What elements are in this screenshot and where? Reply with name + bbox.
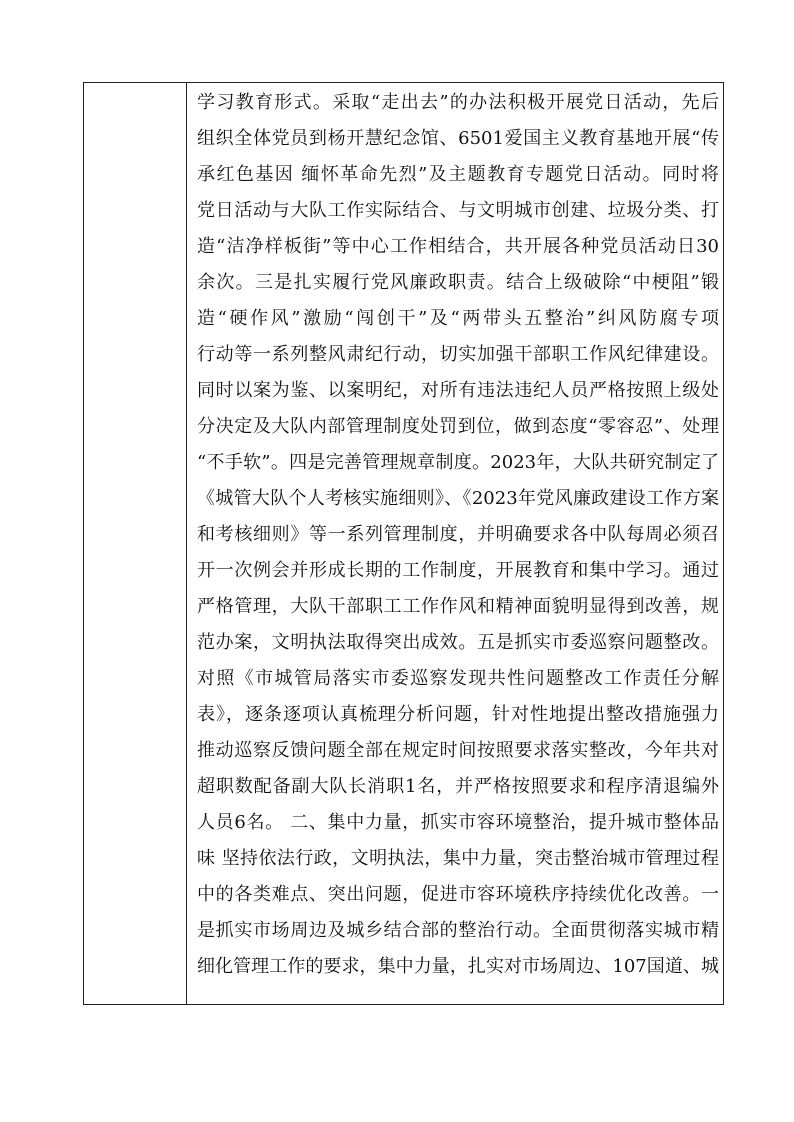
body-text-line: 味 坚持依法行政，文明执法，集中力量，突击整治城市管理过程 [197, 848, 719, 869]
body-text-line: 是抓实市场周边及城乡结合部的整治行动。全面贯彻落实城市精 [197, 920, 719, 941]
body-text-line: 超职数配备副大队长消职1名，并严格按照要求和程序清退编外 [197, 776, 719, 797]
body-text-line: 余次。三是扎实履行党风廉政职责。结合上级破除“中梗阻”锻 [197, 272, 719, 293]
body-text-line: 党日活动与大队工作实际结合、与文明城市创建、垃圾分类、打 [197, 200, 719, 221]
body-text-line: 组织全体党员到杨开慧纪念馆、6501爱国主义教育基地开展“传 [197, 128, 719, 149]
body-text-line: 同时以案为鉴、以案明纪，对所有违法违纪人员严格按照上级处 [197, 380, 719, 401]
body-text-line: 人员6名。 二、集中力量，抓实市容环境整治，提升城市整体品 [197, 812, 719, 833]
body-text-line: 承红色基因 缅怀革命先烈”及主题教育专题党日活动。同时将 [197, 164, 719, 185]
body-text-line: 行动等一系列整风肃纪行动，切实加强干部职工作风纪律建设。 [197, 344, 719, 365]
table-left-cell [84, 83, 187, 1004]
body-text-line: 学习教育形式。采取“走出去”的办法积极开展党日活动，先后 [197, 92, 719, 113]
body-text-line: 造“洁净样板街”等中心工作相结合，共开展各种党员活动日30 [197, 236, 719, 257]
body-text-line: 造“硬作风”激励“闯创干”及“两带头五整治”纠风防腐专项 [197, 308, 719, 329]
body-text-line: 中的各类难点、突出问题，促进市容环境秩序持续优化改善。一 [197, 884, 719, 905]
body-text-line: 表》，逐条逐项认真梳理分析问题，针对性地提出整改措施强力 [197, 704, 719, 725]
body-text-line: 《城管大队个人考核实施细则》、《2023年党风廉政建设工作方案 [197, 488, 719, 509]
body-text-line: 对照《市城管局落实市委巡察发现共性问题整改工作责任分解 [197, 668, 719, 689]
body-text-line: “不手软”。四是完善管理规章制度。2023年，大队共研究制定了 [197, 452, 719, 473]
body-text-line: 和考核细则》等一系列管理制度，并明确要求各中队每周必须召 [197, 524, 719, 545]
body-text-line: 开一次例会并形成长期的工作制度，开展教育和集中学习。通过 [197, 560, 719, 581]
body-text-line: 范办案，文明执法取得突出成效。五是抓实市委巡察问题整改。 [197, 632, 719, 653]
body-text-line: 分决定及大队内部管理制度处罚到位，做到态度“零容忍”、处理 [197, 416, 719, 437]
body-text-line: 推动巡察反馈问题全部在规定时间按照要求落实整改，今年共对 [197, 740, 719, 761]
content-table [83, 82, 724, 1005]
table-right-cell [187, 83, 723, 1004]
body-text-line: 细化管理工作的要求，集中力量，扎实对市场周边、107国道、城 [197, 956, 719, 977]
body-text-line: 严格管理，大队干部职工工作作风和精神面貌明显得到改善，规 [197, 596, 719, 617]
